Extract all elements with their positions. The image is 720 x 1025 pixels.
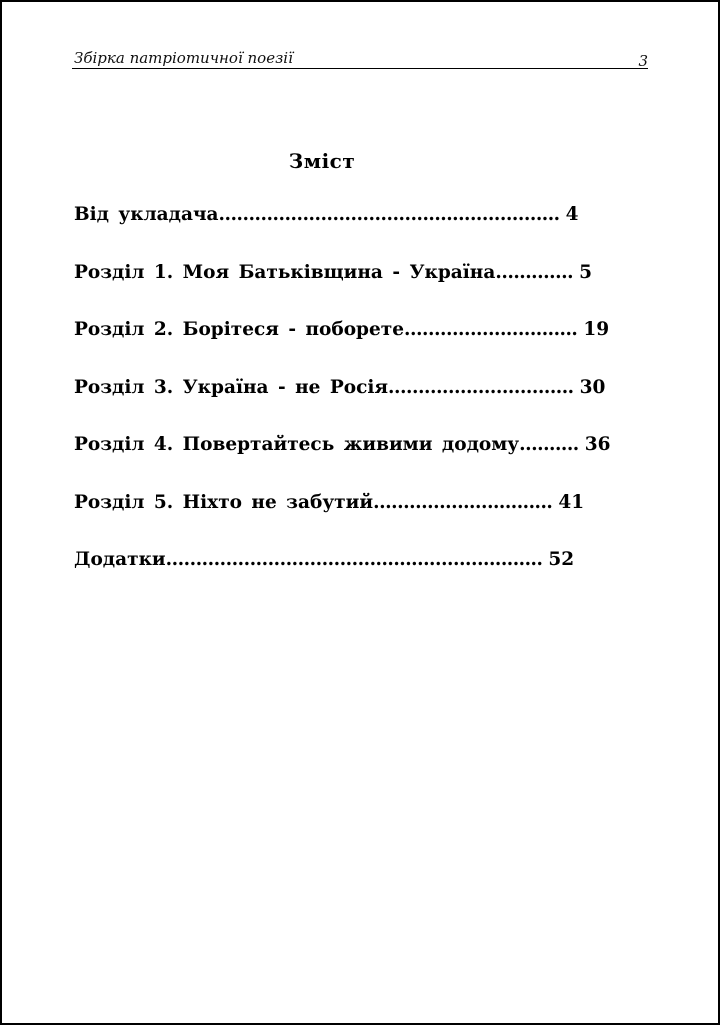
toc-entry-label: Розділ 3. Україна - не Росія [74,376,389,398]
toc-entry-chapter-1[interactable] [74,262,614,320]
toc-entry-page: 19 [583,319,610,340]
page-number: 3 [638,52,648,70]
toc-leader-dots: ……………..….......... [373,491,553,513]
toc-leader-dots: ……………..…......... [404,319,578,340]
toc-entry-page: 41 [558,491,585,513]
toc-entry-label: Розділ 5. Ніхто не забутий [74,491,374,513]
toc-entry-page: 52 [548,549,575,570]
table-of-contents [74,204,614,607]
toc-heading: Зміст [288,149,356,173]
toc-entry-page: 30 [579,376,606,398]
toc-entry-chapter-3[interactable] [74,377,614,435]
toc-leader-dots: ……………………………...........……….......... [165,549,543,570]
toc-entry-chapter-5[interactable] [74,492,614,550]
toc-entry-chapter-2[interactable] [74,319,614,377]
collection-title: Збірка патріотичної поезії [74,49,293,67]
toc-entry-label: Від укладача [74,204,219,225]
toc-entry-label: Додатки [74,549,166,570]
toc-entry-label: Розділ 1. Моя Батьківщина - Україна [74,261,496,283]
toc-entry-label: Розділ 2. Борітеся - поборете [74,319,404,340]
toc-leader-dots: ……………………………..........………..... [218,204,560,225]
toc-entry-chapter-4[interactable] [74,434,614,492]
running-header [72,46,648,69]
toc-entry-page: 4 [565,204,579,225]
toc-entry-from-compiler[interactable] [74,204,614,262]
toc-entry-page: 5 [579,261,592,283]
toc-leader-dots: …...……. [495,261,574,283]
toc-leader-dots: …....... [519,434,579,455]
toc-entry-page: 36 [584,434,611,455]
toc-entry-label: Розділ 4. Повертайтесь живими додому [74,434,520,455]
toc-leader-dots: …………..…………..... [388,376,574,398]
toc-entry-appendices[interactable] [74,549,614,607]
